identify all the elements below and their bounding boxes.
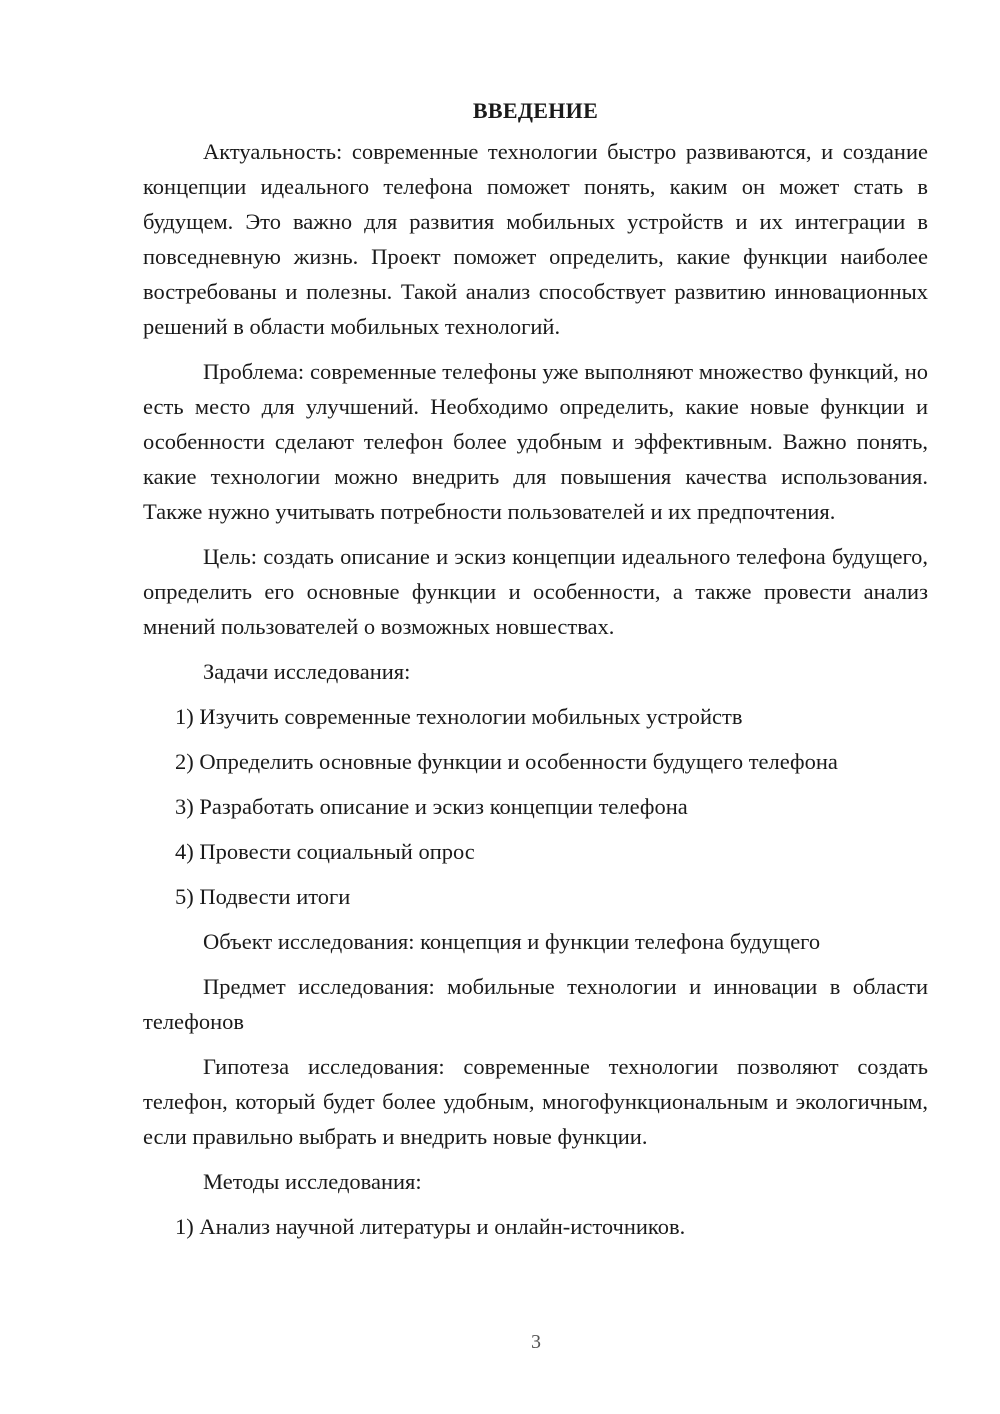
list-item: 2) Определить основные функции и особенности будущего телефона bbox=[175, 749, 838, 774]
list-item: 1) Анализ научной литературы и онлайн-источников. bbox=[175, 1214, 686, 1239]
list-item: 1) Изучить современные технологии мобильных устройств bbox=[175, 704, 743, 729]
tasks-heading: Задачи исследования: bbox=[203, 659, 411, 684]
tasks-list bbox=[143, 699, 928, 914]
goal-paragraph: Цель: создать описание и эскиз концепции идеального телефона будущего, определить его основные функции и особенности, а также провести анализ мнений пользователей о возможных новшествах. bbox=[143, 544, 928, 639]
subject-paragraph: Предмет исследования: мобильные технологии и инновации в области телефонов bbox=[143, 974, 928, 1034]
section-title: ВВЕДЕНИЕ bbox=[472, 98, 599, 123]
page-number: 3 bbox=[531, 1331, 541, 1353]
document-page bbox=[143, 96, 928, 1254]
object-paragraph: Объект исследования: концепция и функции телефона будущего bbox=[203, 929, 821, 954]
list-item: 3) Разработать описание и эскиз концепции телефона bbox=[175, 794, 688, 819]
problem-paragraph: Проблема: современные телефоны уже выполняют множество функций, но есть место для улучшений. Необходимо определить, какие новые функции и особенности сделают телефон более удобным и эффективным. Важно понять, какие технологии можно внедрить для повышения качества использования. Также нужно учитывать потребности пользователей и их предпочтения. bbox=[143, 359, 928, 524]
relevance-paragraph: Актуальность: современные технологии быстро развиваются, и создание концепции идеального телефона поможет понять, каким он может стать в будущем. Это важно для развития мобильных устройств и их интеграции в повседневную жизнь. Проект поможет определить, какие функции наиболее востребованы и полезны. Такой анализ способствует развитию инновационных решений в области мобильных технологий. bbox=[143, 139, 928, 339]
methods-heading: Методы исследования: bbox=[203, 1169, 422, 1194]
list-item: 4) Провести социальный опрос bbox=[175, 839, 475, 864]
hypothesis-paragraph: Гипотеза исследования: современные технологии позволяют создать телефон, который будет более удобным, многофункциональным и экологичным, если правильно выбрать и внедрить новые функции. bbox=[143, 1054, 928, 1149]
list-item: 5) Подвести итоги bbox=[175, 884, 351, 909]
methods-list bbox=[143, 1209, 928, 1244]
